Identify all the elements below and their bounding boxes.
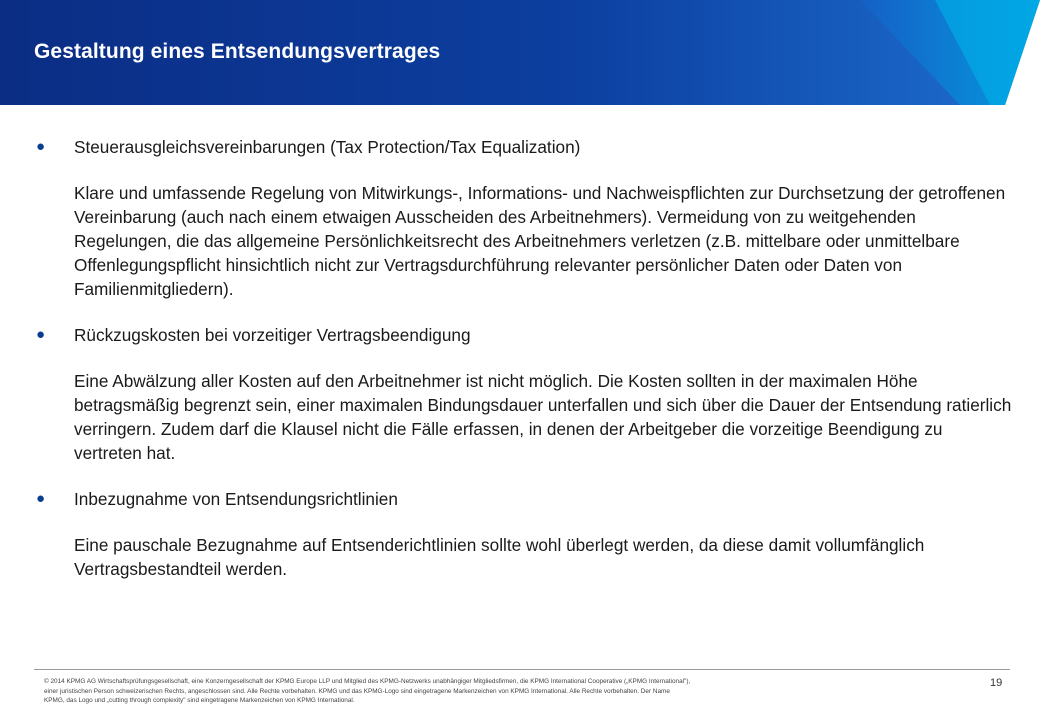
legal-line: einer juristischen Person schweizerischen Rechts, angeschlossen sind. Alle Rechte vorbehalten. KPMG und das KPMG-Logo sind eingetragene Markenzeichen von KPMG International. Alle Rechte vorbehalten. Der Name xyxy=(44,687,670,695)
item-heading: Inbezugnahme von Entsendungsrichtlinien xyxy=(74,489,398,509)
content-area xyxy=(34,135,1014,603)
item-heading: Rückzugskosten bei vorzeitiger Vertragsbeendigung xyxy=(74,325,471,345)
page-title: Gestaltung eines Entsendungsvertrages xyxy=(34,40,441,63)
item-heading: Steuerausgleichsvereinbarungen (Tax Protection/Tax Equalization) xyxy=(74,137,581,157)
list-item xyxy=(34,135,1014,301)
footer-divider xyxy=(34,669,1010,670)
footer-legal xyxy=(44,677,924,706)
legal-line: KPMG, das Logo und „cutting through complexity" sind eingetragene Markenzeichen von KPMG International. xyxy=(44,697,355,704)
item-body: Klare und umfassende Regelung von Mitwirkungs-, Informations- und Nachweispflichten zur Durchsetzung der getroffenen Vereinbarung (auch nach einem etwaigen Ausscheiden des Arbeitnehmers). Vermeidung von zu weitgehenden Regelungen, die das allgemeine Persönlichkeitsrecht des Arbeitnehmers verletzen (z.B. mittelbare oder unmittelbare Offenlegungspflicht hinsichtlich nicht zur Vertragsdurchführung relevanter persönlicher Daten oder Daten von Familienmitgliedern). xyxy=(74,183,1006,299)
header-banner xyxy=(0,0,1040,105)
bullet-icon: ● xyxy=(36,326,46,343)
item-body: Eine Abwälzung aller Kosten auf den Arbeitnehmer ist nicht möglich. Die Kosten sollten in der maximalen Höhe betragsmäßig begrenzt sein, einer maximalen Bindungsdauer unterfallen und sich über die Dauer der Entsendung ratierlich verringern. Zudem darf die Klausel nicht die Fälle erfassen, in denen der Arbeitgeber die vorzeitige Beendigung zu vertreten hat. xyxy=(74,371,1012,463)
bullet-icon: ● xyxy=(36,490,46,507)
item-body: Eine pauschale Bezugnahme auf Entsenderichtlinien sollte wohl überlegt werden, da diese damit vollumfänglich Vertragsbestandteil werden. xyxy=(74,535,925,579)
bullet-icon: ● xyxy=(36,138,46,155)
list-item xyxy=(34,323,1014,465)
list-item xyxy=(34,487,1014,581)
page-number: 19 xyxy=(990,677,1003,689)
legal-line: © 2014 KPMG AG Wirtschaftsprüfungsgesellschaft, eine Konzerngesellschaft der KPMG Europe LLP und Mitglied des KPMG-Netzwerks unabhängiger Mitgliedsfirmen, die KPMG International Cooperative („KPMG International"), xyxy=(44,678,691,685)
